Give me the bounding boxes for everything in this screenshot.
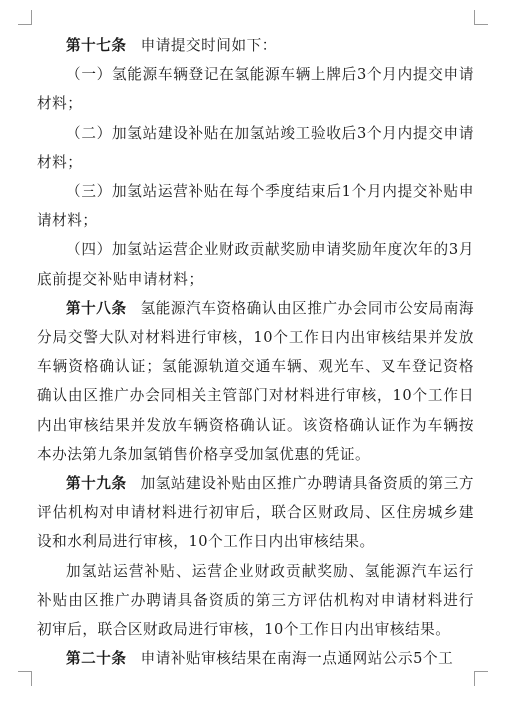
paragraph — [37, 469, 474, 557]
article-number: 第十七条 — [66, 37, 127, 54]
crop-mark-top-right — [474, 10, 475, 25]
paragraph-text: 加氢站运营补贴、运营企业财政贡献奖励、氢能源汽车运行补贴由区推广办聘请具备资质的第三方评估机构对申请材料进行初审后，联合区财政局进行审核，10个工作日内出审核结果。 — [37, 562, 474, 639]
paragraph-text: 申请补贴审核结果在南海一点通网站公示5个工 — [140, 650, 454, 668]
article-number: 第十九条 — [66, 475, 127, 493]
paragraph — [37, 60, 474, 118]
paragraph-text: （二）加氢站建设补贴在加氢站竣工验收后3个月内提交申请材料； — [37, 124, 474, 171]
document-body — [37, 31, 474, 673]
paragraph-text: 申请提交时间如下： — [140, 37, 277, 54]
paragraph-text: （三）加氢站运营补贴在每个季度结束后1个月内提交补贴申请材料； — [37, 183, 474, 230]
paragraph-text: （一）氢能源车辆登记在氢能源车辆上牌后3个月内提交申请材料； — [37, 66, 474, 113]
crop-mark-top-left — [18, 24, 32, 25]
crop-mark-bottom-left — [31, 671, 32, 686]
paragraph — [37, 31, 474, 60]
paragraph-text: 加氢站建设补贴由区推广办聘请具备资质的第三方评估机构对申请材料进行初审后，联合区财政局、区住房城乡建设和水利局进行审核，10个工作日内出审核结果。 — [37, 475, 474, 551]
crop-mark-top-left — [31, 10, 32, 25]
article-number: 第二十条 — [66, 650, 127, 668]
crop-mark-bottom-right — [474, 671, 488, 672]
crop-mark-bottom-left — [18, 671, 32, 672]
paragraph — [37, 119, 474, 177]
crop-mark-top-right — [474, 24, 488, 25]
paragraph-text: 氢能源汽车资格确认由区推广办会同市公安局南海分局交警大队对材料进行审核，10个工作日内出审核结果并发放车辆资格确认证；氢能源轨道交通车辆、观光车、叉车登记资格确认由区推广办会同相关主管部门对材料进行审核，10个工作日内出审核结果并发放车辆资格确认证。该资格确认证作为车辆按本办法第九条加氢销售价格享受加氢优惠的凭证。 — [37, 299, 474, 463]
paragraph — [37, 644, 474, 673]
crop-mark-bottom-right — [474, 671, 475, 686]
paragraph — [37, 177, 474, 235]
paragraph — [37, 557, 474, 645]
article-number: 第十八条 — [66, 299, 127, 317]
paragraph-text: （四）加氢站运营企业财政贡献奖励申请奖励年度次年的3月底前提交补贴申请材料； — [37, 241, 474, 288]
paragraph — [37, 235, 474, 293]
paragraph — [37, 294, 474, 469]
